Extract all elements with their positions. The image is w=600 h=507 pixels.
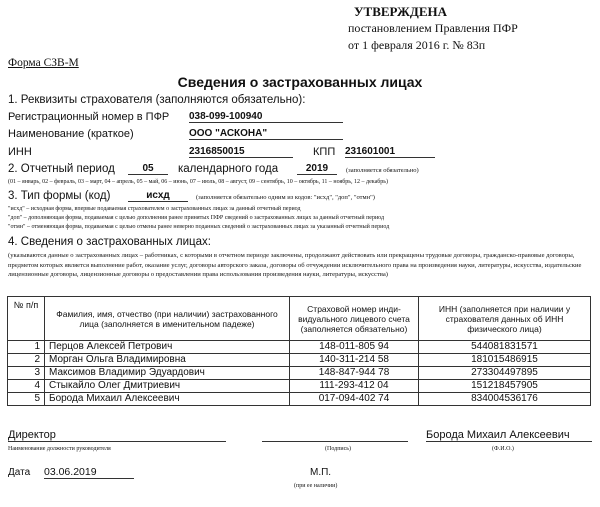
table-header-row — [8, 297, 591, 341]
row-number: 3 — [8, 367, 45, 380]
stamp-label: М.П. — [310, 467, 332, 478]
form-type-value: исхд — [128, 190, 188, 202]
col-name-header: Фамилия, имя, отчество (при наличии) застрахованного лица (заполняется в именительном падеже) — [45, 297, 290, 341]
year-note: (заполняется обязательно) — [346, 167, 419, 174]
date-label: Дата — [8, 467, 31, 478]
signature-caption: (Подпись) — [325, 446, 352, 452]
insured-persons-table — [7, 296, 591, 406]
name-label: Наименование (краткое) — [8, 128, 134, 140]
approval-line-2: от 1 февраля 2016 г. № 83п — [348, 38, 486, 52]
table-row — [8, 341, 591, 354]
year-label: календарного года — [178, 163, 279, 175]
person-snils: 148-011-805 94 — [290, 341, 419, 354]
col-inn-header: ИНН (заполняется при наличии у страхователя данных об ИНН физического лица) — [419, 297, 591, 341]
person-name: Морган Ольга Владимировна — [45, 354, 290, 367]
name-value: ООО "АСКОНА" — [189, 128, 343, 140]
person-name: Стыкайло Олег Дмитриевич — [45, 380, 290, 393]
document-title: Сведения о застрахованных лицах — [177, 74, 423, 90]
table-row — [8, 367, 591, 380]
row-number: 4 — [8, 380, 45, 393]
form-type-note-1: "исхд" – исходная форма, впервые подаваемая страхователем о застрахованных лицах за данный отчетный период — [8, 206, 301, 212]
person-inn: 834004536176 — [419, 393, 591, 406]
person-inn: 181015486915 — [419, 354, 591, 367]
col-number-header: № п/п — [8, 297, 45, 341]
approval-line-1: постановлением Правления ПФР — [348, 21, 518, 35]
approval-title: УТВЕРЖДЕНА — [354, 4, 448, 19]
section-4-note: (указываются данные о застрахованных лицах – работниках, с которыми в отчетном периоде заключены, продолжают действовать или прекращены трудовые договоры, гражданско-правовые договоры, предметом которых является выполнение работ, оказание услуг, договоры авторского заказа, договоры об отчуждении исключительного права на произведения науки, литературы, искусства, издательские лицензионные договоры, лицензионные договоры о предоставлении права использования произведения науки, литературы, искусства) — [8, 252, 582, 278]
person-name: Борода Михаил Алексеевич — [45, 393, 290, 406]
signature-line — [262, 441, 408, 442]
year-value: 2019 — [297, 163, 337, 175]
person-snils: 140-311-214 58 — [290, 354, 419, 367]
person-name: Перцов Алексей Петрович — [45, 341, 290, 354]
inn-value: 2316850015 — [189, 146, 293, 158]
reg-number-label: Регистрационный номер в ПФР — [8, 111, 170, 123]
table-row — [8, 393, 591, 406]
form-type-label: 3. Тип формы (код) — [8, 190, 111, 202]
reg-number-value: 038-099-100940 — [189, 111, 343, 123]
section-4-heading: 4. Сведения о застрахованных лицах: — [8, 236, 211, 248]
period-value: 05 — [128, 163, 168, 175]
row-number: 2 — [8, 354, 45, 367]
months-note: (01 – январь, 02 – февраль, 03 – март, 04 – апрель, 05 – май, 06 – июнь, 07 – июль, 08 – август, 09 – сентябрь, 10 – октябрь, 11 – ноябрь, 12 – декабрь) — [8, 179, 389, 185]
section-1-heading: 1. Реквизиты страхователя (заполняются обязательно): — [8, 94, 306, 106]
form-type-note-2: "доп" – дополняющая форма, подаваемая с целью дополнения ранее принятых ПФР сведений о застрахованных лицах за данный отчетный период — [8, 215, 385, 221]
stamp-caption: (при ее наличии) — [294, 483, 338, 489]
signer-position-caption: Наименование должности руководителя — [8, 446, 111, 452]
signer-fio-caption: (Ф.И.О.) — [492, 446, 514, 452]
table-row — [8, 380, 591, 393]
row-number: 1 — [8, 341, 45, 354]
table-row — [8, 354, 591, 367]
signer-position: Директор — [8, 429, 226, 442]
person-inn: 151218457905 — [419, 380, 591, 393]
person-snils: 148-847-944 78 — [290, 367, 419, 380]
col-snils-header: Страховой номер инди-видуального лицевого счета (заполняется обязательно) — [290, 297, 419, 341]
form-type-note-3: "отмн" – отменяющая форма, подаваемая с целью отмены ранее неверно поданных сведений о застрахованных лицах за указанный отчетный период — [8, 224, 390, 230]
form-name: Форма СЗВ-М — [8, 57, 79, 69]
form-type-note: (заполняется обязательно одним из кодов: "исхд", "доп", "отмн") — [196, 194, 375, 201]
kpp-value: 231601001 — [345, 146, 435, 158]
person-snils: 111-293-412 04 — [290, 380, 419, 393]
person-inn: 273304497895 — [419, 367, 591, 380]
date-value: 03.06.2019 — [44, 466, 134, 479]
person-name: Максимов Владимир Эдуардович — [45, 367, 290, 380]
period-label: 2. Отчетный период — [8, 163, 115, 175]
row-number: 5 — [8, 393, 45, 406]
person-snils: 017-094-402 74 — [290, 393, 419, 406]
person-inn: 544081831571 — [419, 341, 591, 354]
signer-fio: Борода Михаил Алексеевич — [426, 429, 592, 442]
inn-label: ИНН — [8, 146, 32, 158]
kpp-label: КПП — [313, 146, 336, 158]
